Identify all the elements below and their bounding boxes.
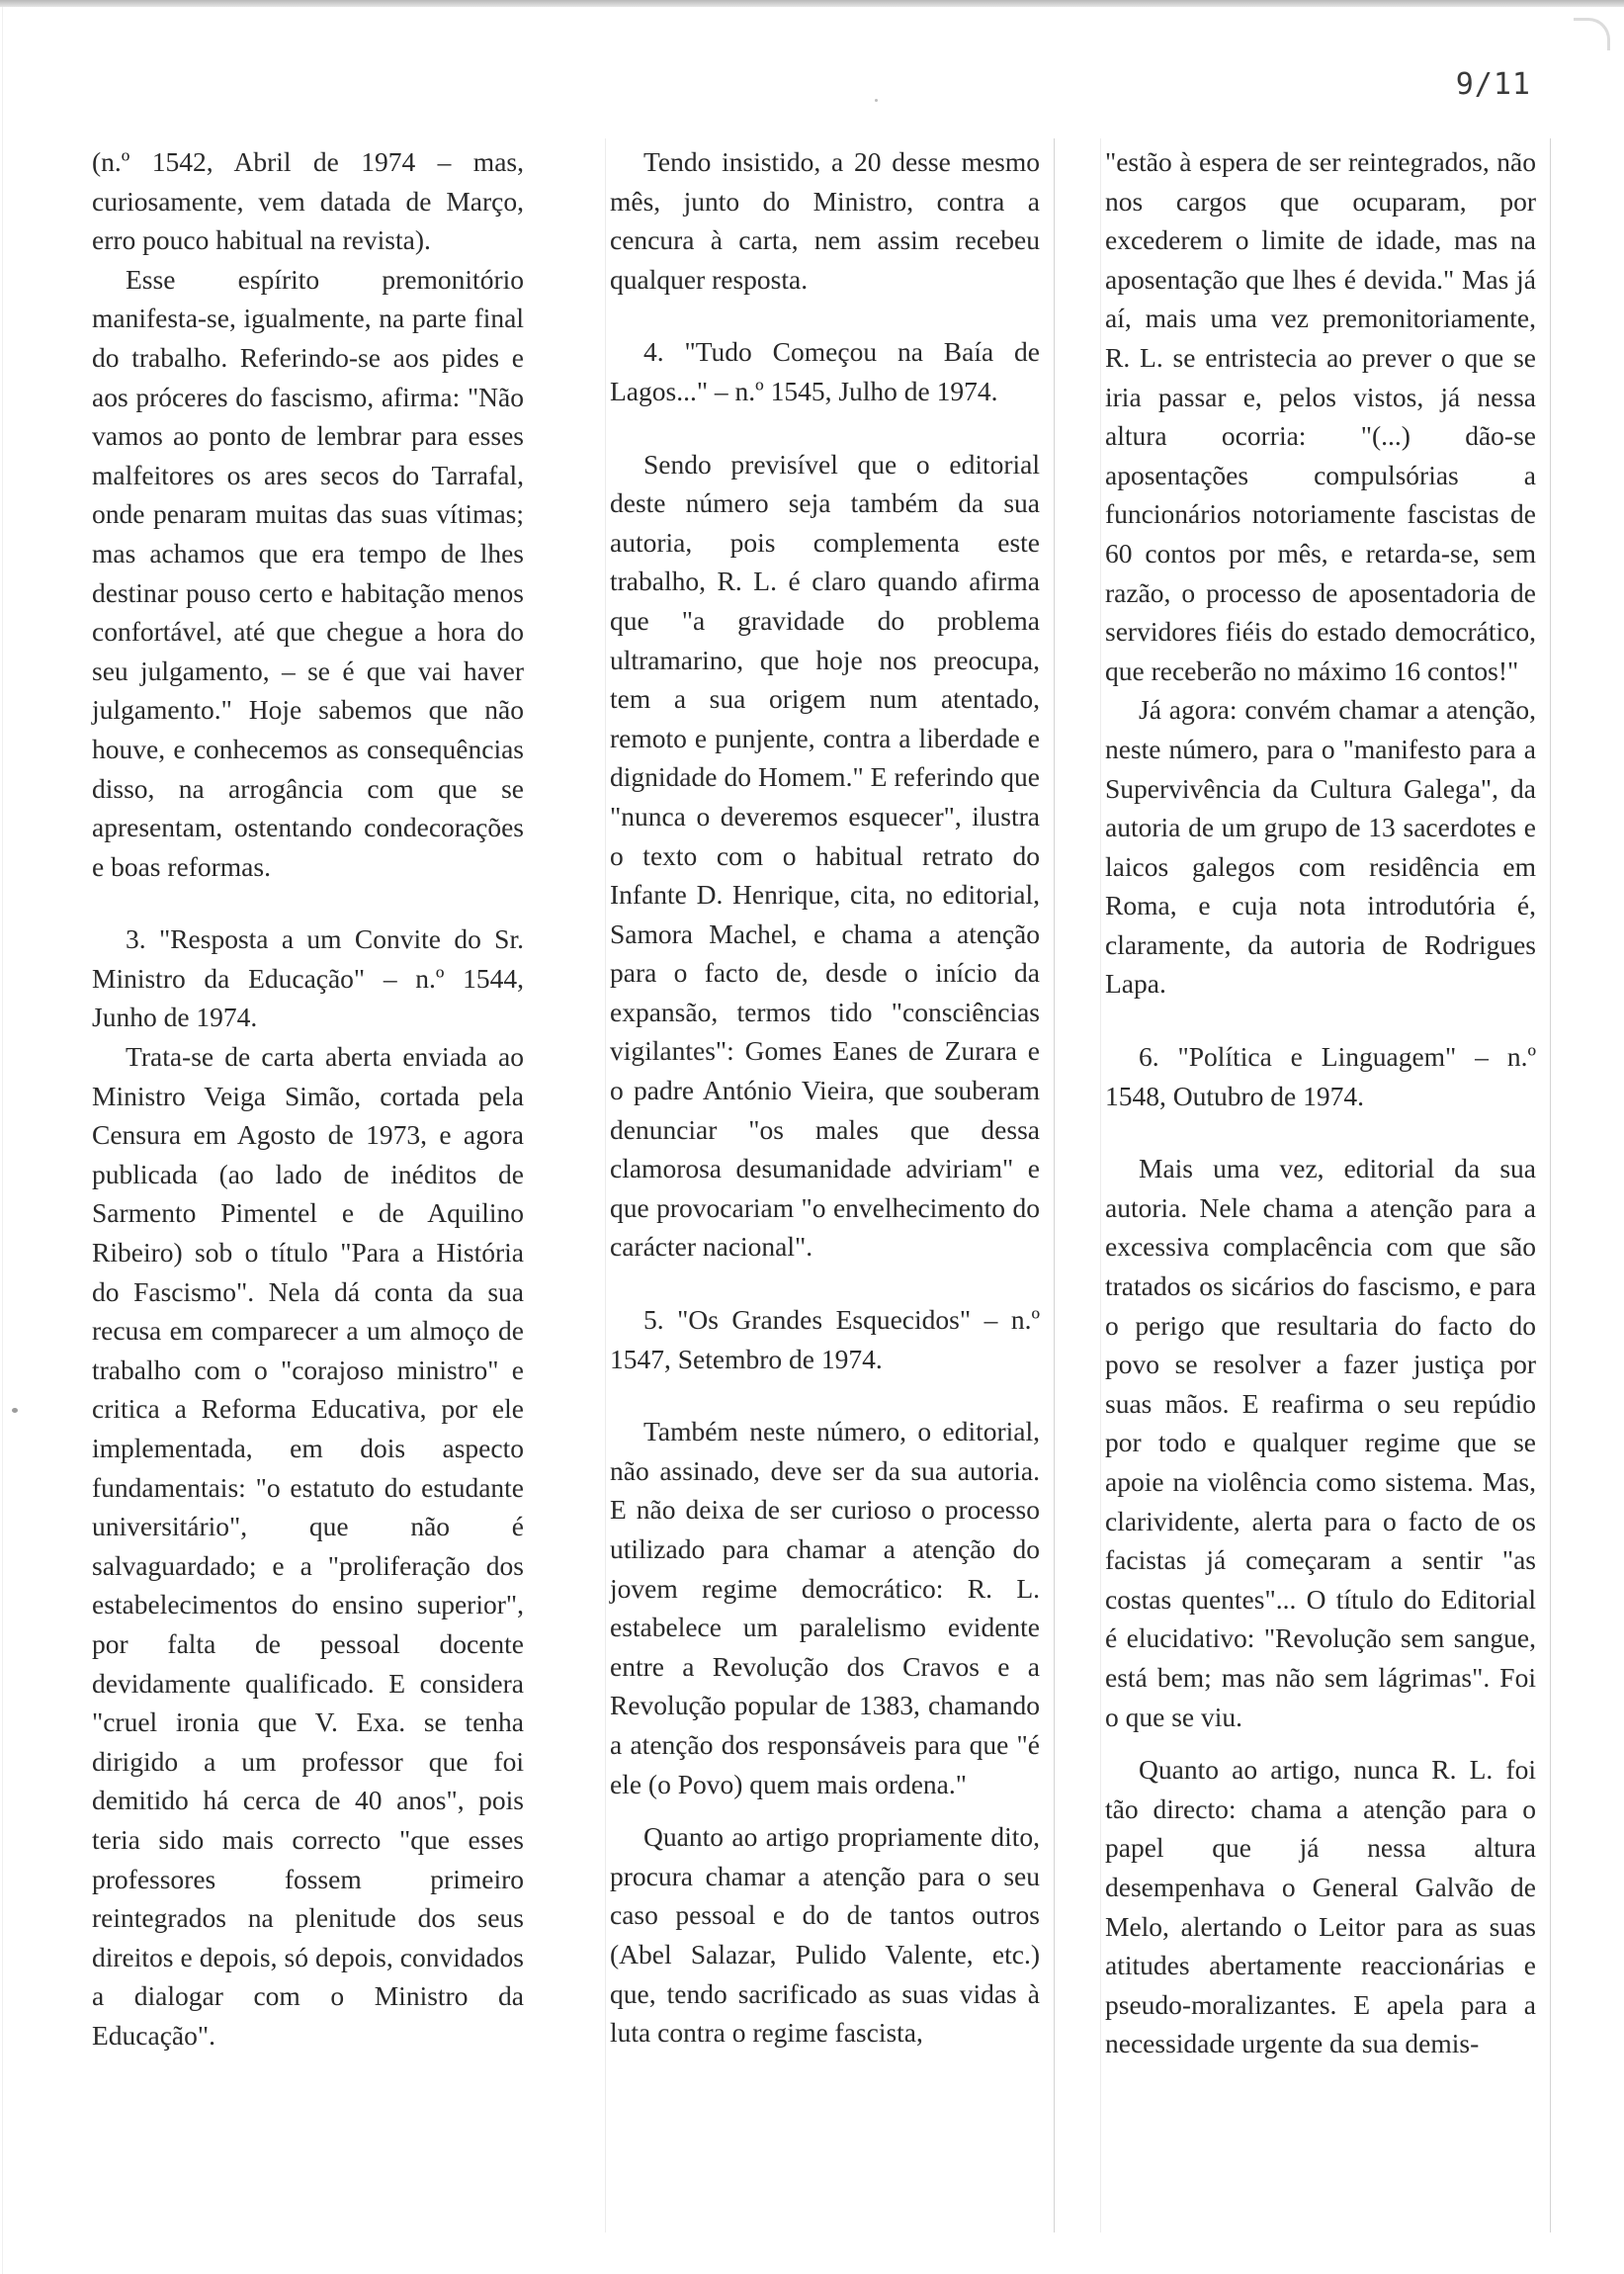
paragraph: Mais uma vez, editorial da sua autoria. Nele chama a atenção para a excessiva complacência com que são tratados os sicários do fascismo, e para o perigo que resultaria do facto do povo se resolver a fazer justiça por suas mãos. E reafirma o seu repúdio por todo e qualquer regime que se apoie na violência como sistema. Mas, clarividente, alerta para o facto de os facistas já começaram a sentir "as costas quentes"... O título do Editorial é elucidativo: "Revolução sem sangue, está bem; mas não sem lágrimas". Foi o que se viu. — [1105, 1153, 1536, 1732]
section-heading: 4. "Tudo Começou na Baía de Lagos..." – n.º 1545, Julho de 1974. — [610, 336, 1040, 406]
section-heading: 5. "Os Grandes Esquecidos" – n.º 1547, Setembro de 1974. — [610, 1304, 1040, 1374]
paragraph: "estão à espera de ser reintegrados, não nos cargos que ocuparam, por excederem o limite de idade, mas na aposentação que lhes é devida." Mas já aí, mais uma vez premonitoriamente, R. L. se entristecia ao prever o que se iria passar e, pelos vistos, já nessa altura ocorria: "(...) dão-se aposentações compulsórias a funcionários notoriamente fascistas de 60 contos por mês, e retarda-se, sem razão, o processo de aposentadoria de servidores fiéis do estado democrático, que receberão no máximo 16 contos!" — [1105, 146, 1536, 686]
paragraph: Esse espírito premonitório manifesta-se, igualmente, na parte final do trabalho. Referindo-se aos pides e aos próceres do fascismo, afirma: "Não vamos ao ponto de lembrar para esses malfeitores os ares secos do Tarrafal, onde penaram muitas das suas vítimas; mas achamos que era tempo de lhes destinar pouso certo e habitação menos confortável, até que chegue a hora do seu julgamento, – se é que vai haver julgamento." Hoje sabemos que não houve, e conhecemos as consequências disso, na arrogância com que se apresentam, ostentando condecorações e boas reformas. — [92, 263, 524, 882]
text-column-3 — [1100, 138, 1551, 2232]
paragraph: (n.º 1542, Abril de 1974 – mas, curiosamente, vem datada de Março, erro pouco habitual na revista). — [92, 146, 524, 256]
scan-edge — [2, 0, 3, 2274]
scan-speck — [12, 1408, 18, 1413]
scan-top-border — [0, 0, 1624, 7]
paragraph: Trata-se de carta aberta enviada ao Ministro Veiga Simão, cortada pela Censura em Agosto de 1973, e agora publicada (ao lado de inéditos de Sarmento Pimentel e de Aquilino Ribeiro) sob o título "Para a História do Fascismo". Nela dá conta da sua recusa em comparecer a um almoço de trabalho com o "corajoso ministro" e critica a Reforma Educativa, por ele implementada, em dois aspecto fundamentais: "o estatuto do estudante universitário", que não é salvaguardado; e a "proliferação dos estabelecimentos do ensino superior", por falta de pessoal docente devidamente qualificado. E considera "cruel ironia que V. Exa. se tenha dirigido a um professor que foi demitido há cerca de 40 anos", pois teria sido mais correcto "que esses professores fossem primeiro reintegrados na plenitude dos seus direitos e depois, só depois, convidados a dialogar com o Ministro da Educação". — [92, 1041, 524, 2051]
paragraph: Já agora: convém chamar a atenção, neste número, para o "manifesto para a Supervivência da Cultura Galega", da autoria de um grupo de 13 sacerdotes e laicos galegos com residência em Roma, e cuja nota introdutória é, claramente, da autoria de Rodrigues Lapa. — [1105, 694, 1536, 1000]
paragraph: Quanto ao artigo, nunca R. L. foi tão directo: chama a atenção para o papel que já nessa altura desempenhava o General Galvão de Melo, alertando o Leitor para as suas atitudes abertamente reaccionárias e pseudo-moralizantes. E apela para a necessidade urgente da sua demis- — [1105, 1754, 1536, 2059]
section-heading: 6. "Política e Linguagem" – n.º 1548, Outubro de 1974. — [1105, 1041, 1536, 1111]
text-column-1 — [88, 138, 538, 2232]
page-number: 9/11 — [1455, 67, 1531, 102]
paragraph: Também neste número, o editorial, não assinado, deve ser da sua autoria. E não deixa de ser curioso o processo utilizado para chamar a atenção do jovem regime democrático: R. L. estabelece um paralelismo evidente entre a Revolução dos Cravos e a Revolução popular de 1383, chamando a atenção dos responsáveis para que "é ele (o Povo) quem mais ordena." — [610, 1416, 1040, 1799]
paragraph: Tendo insistido, a 20 desse mesmo mês, junto do Ministro, contra a cencura à carta, nem assim recebeu qualquer resposta. — [610, 146, 1040, 295]
paragraph: Quanto ao artigo propriamente dito, procura chamar a atenção para o seu caso pessoal e do de tantos outros (Abel Salazar, Pulido Valente, etc.) que, tendo sacrificado as suas vidas à luta contra o regime fascista, — [610, 1821, 1040, 2049]
section-heading: 3. "Resposta a um Convite do Sr. Ministro da Educação" – n.º 1544, Junho de 1974. — [92, 923, 524, 1033]
corner-scan-mark — [1574, 18, 1610, 50]
scan-speck — [875, 99, 878, 102]
paragraph: Sendo previsível que o editorial deste número seja também da sua autoria, pois complementa este trabalho, R. L. é claro quando afirma que "a gravidade do problema ultramarino, que hoje nos preocupa, tem a sua origem num atentado, remoto e punjente, contra a liberdade e dignidade do Homem." E referindo que "nunca o deveremos esquecer", ilustra o texto com o habitual retrato do Infante D. Henrique, cita, no editorial, Samora Machel, e chama a atenção para o facto de, desde o início da expansão, termos tido "consciências vigilantes": Gomes Eanes de Zurara e o padre António Vieira, que souberam denunciar "os males que dessa clamorosa desumanidade adviriam" e que provocariam "o envelhecimento do carácter nacional". — [610, 448, 1040, 1263]
text-column-2 — [605, 138, 1055, 2232]
